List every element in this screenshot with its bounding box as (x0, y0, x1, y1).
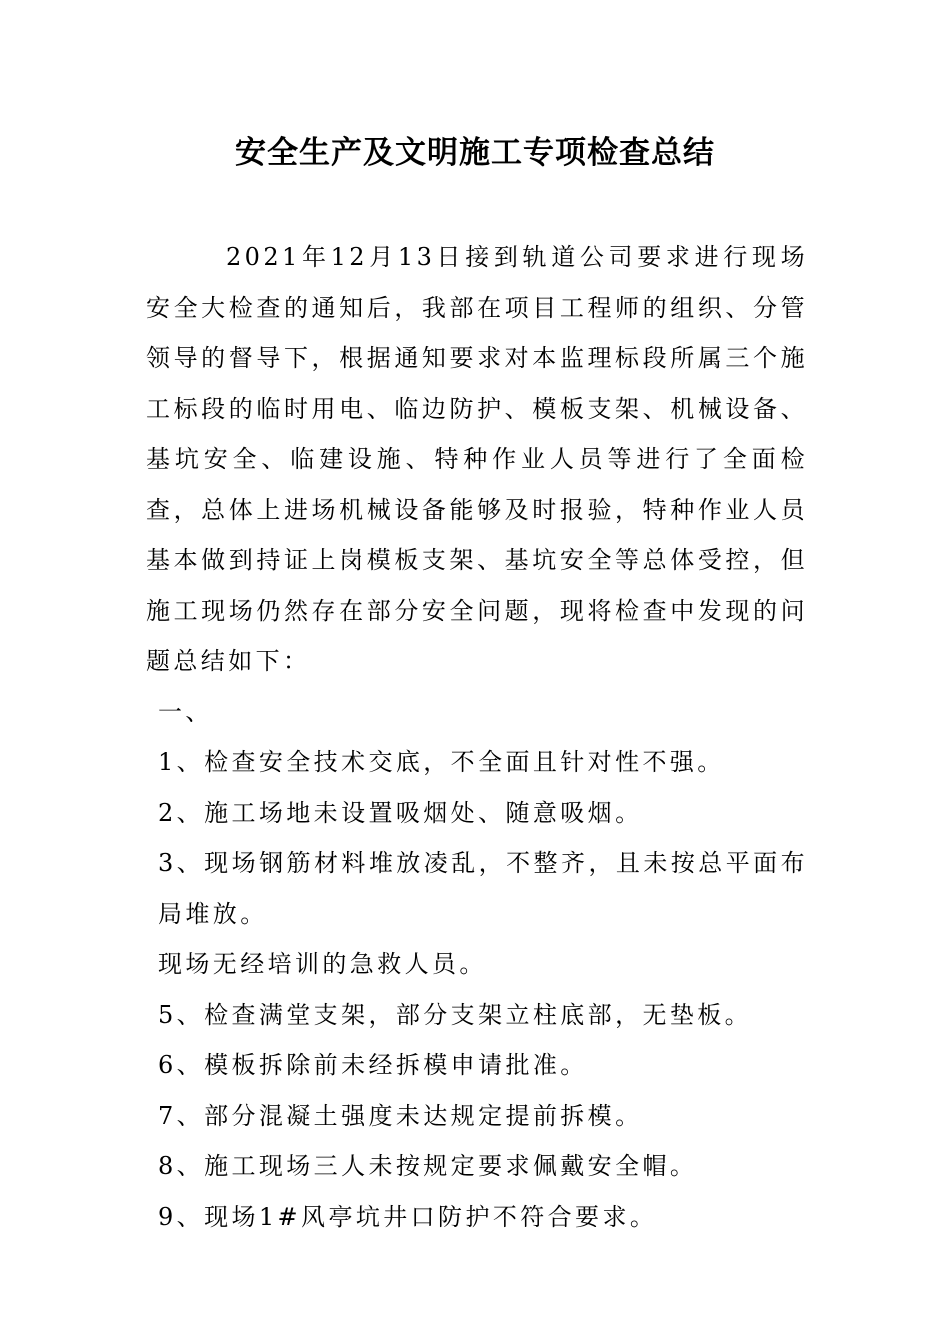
list-item: 3、现场钢筋材料堆放凌乱，不整齐，且未按总平面布局堆放。 (158, 849, 808, 928)
document-title: 安全生产及文明施工专项检查总结 (235, 135, 715, 171)
document-body (146, 232, 808, 1242)
list-item: 7、部分混凝土强度未达规定提前拆模。 (158, 1101, 643, 1130)
list-item: 5、检查满堂支架，部分支架立柱底部，无垫板。 (158, 1000, 753, 1029)
list-item: 1、检查安全技术交底，不全面且针对性不强。 (158, 748, 725, 776)
list-item: 2、施工场地未设置吸烟处、随意吸烟。 (158, 798, 643, 827)
list-item: 8、施工现场三人未按规定要求佩戴安全帽。 (158, 1152, 698, 1180)
intro-paragraph: 2021年12月13日接到轨道公司要求进行现场安全大检查的通知后，我部在项目工程师的组织、分管领导的督导下，根据通知要求对本监理标段所属三个施工标段的临时用电、临边防护、模板支架、机械设备、基坑安全、临建设施、特种作业人员等进行了全面检查，总体上进场机械设备能够及时报验，特种作业人员基本做到持证上岗模板支架、基坑安全等总体受控，但施工现场仍然存在部分安全问题，现将检查中发现的问题总结如下： (146, 243, 808, 675)
list-item: 6、模板拆除前未经拆模申请批准。 (158, 1051, 588, 1079)
list-item: 现场无经培训的急救人员。 (158, 950, 487, 978)
list-item: 9、现场1#风亭坑井口防护不符合要求。 (158, 1202, 658, 1231)
section-heading: 一、 (158, 697, 213, 726)
